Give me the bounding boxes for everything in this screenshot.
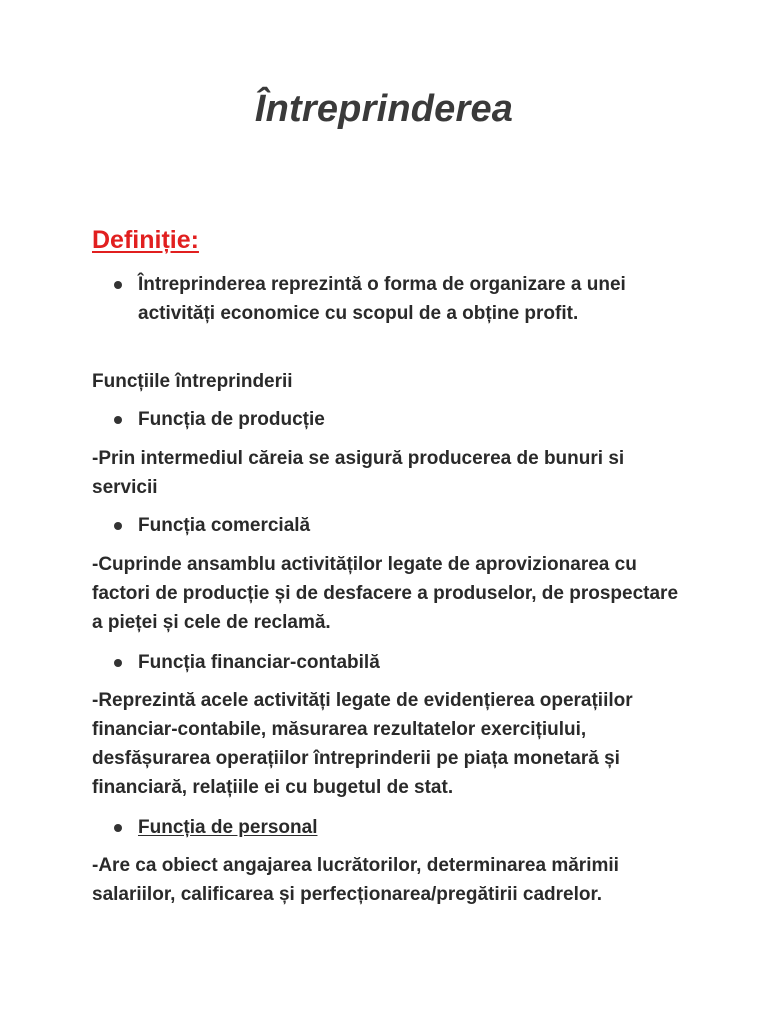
functions-heading: Funcțiile întreprinderii (92, 371, 293, 392)
function-description: -Cuprinde ansamblu activităților legate de aprovizionarea cu factori de producție și de desfacere a produselor, de prospectare a pieței și cele de reclamă. (92, 554, 679, 633)
function-name: Funcția financiar-contabilă (138, 652, 380, 673)
function-description: -Prin intermediul căreia se asigură producerea de bunuri si servicii (92, 448, 625, 498)
function-name: Funcția de producție (138, 409, 325, 430)
function-description: -Are ca obiect angajarea lucrătorilor, determinarea mărimii salariilor, calificarea și perfecționarea/pregătirii cadrelor. (92, 855, 619, 905)
function-description: -Reprezintă acele activități legate de evidențierea operațiilor financiar-contabile, măsurarea rezultatelor exercițiului, desfășurarea operațiilor întreprinderii pe piața monetară și financiară, relațiile ei cu bugetul de stat. (92, 690, 633, 798)
function-name: Funcția comercială (138, 515, 311, 536)
bullet-icon (114, 659, 122, 667)
page-title: Întreprinderea (254, 88, 514, 130)
bullet-icon (114, 522, 122, 530)
bullet-icon (114, 824, 122, 832)
bullet-icon (114, 416, 122, 424)
bullet-icon (114, 281, 122, 289)
definition-text: Întreprinderea reprezintă o forma de organizare a unei activități economice cu scopul de a obține profit. (138, 274, 626, 324)
function-name: Funcția de personal (138, 817, 318, 838)
definition-heading: Definiție: (92, 226, 199, 254)
